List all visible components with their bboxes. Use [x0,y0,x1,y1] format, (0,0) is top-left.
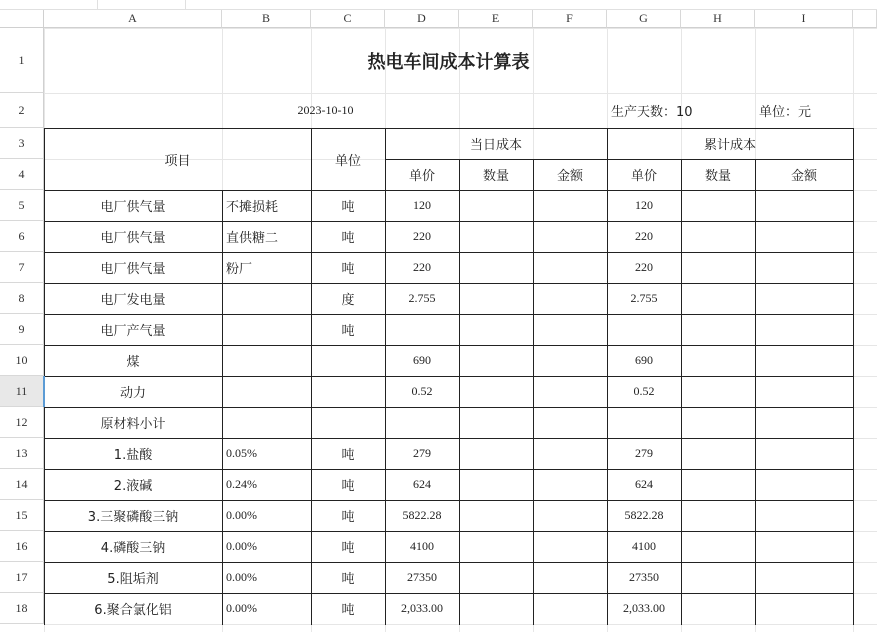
item-name-cell[interactable]: 煤 [126,355,140,370]
daily-price-cell[interactable] [385,314,459,345]
item-name-cell[interactable]: 6.聚合氯化铝 [94,603,172,618]
daily-price-cell[interactable]: 4100 [410,539,434,553]
daily-price-cell[interactable]: 624 [413,477,431,491]
table-border [533,159,534,625]
item-note-cell[interactable]: 直供糖二 [226,231,279,246]
item-name-cell[interactable]: 电厂供气量 [100,231,166,246]
item-unit-cell[interactable]: 度 [341,293,355,308]
cumulative-price-cell[interactable]: 5822.28 [624,508,664,522]
formula-tools[interactable] [98,0,186,10]
item-unit-cell[interactable] [311,376,385,407]
item-note-cell[interactable]: 不摊损耗 [226,200,279,215]
column-header[interactable]: G [607,10,681,28]
table-border [755,159,756,625]
column-header[interactable]: F [533,10,607,28]
cumulative-price-cell[interactable]: 220 [635,229,653,243]
row-header[interactable]: 10 [0,345,44,376]
column-header[interactable]: B [222,10,311,28]
header-price[interactable]: 单价 [408,169,435,184]
item-note-cell[interactable]: 0.00% [226,570,257,584]
header-amount[interactable]: 金额 [556,169,583,184]
row-header[interactable]: 17 [0,562,44,593]
daily-price-cell[interactable]: 27350 [407,570,437,584]
item-unit-cell[interactable] [311,407,385,438]
item-note-cell[interactable]: 0.00% [226,508,257,522]
item-name-cell[interactable]: 5.阻垢剂 [107,572,159,587]
item-name-cell[interactable]: 原材料小计 [100,417,166,432]
selected-cell-indicator [43,376,45,407]
item-note-cell[interactable]: 0.00% [226,601,257,615]
row-header[interactable]: 8 [0,283,44,314]
row-header[interactable]: 7 [0,252,44,283]
sheet-title[interactable]: 热电车间成本计算表 [367,51,530,73]
item-note-cell[interactable] [222,345,311,376]
item-unit-cell[interactable]: 吨 [341,324,355,339]
row-header[interactable]: 14 [0,469,44,500]
cumulative-price-cell[interactable]: 624 [635,477,653,491]
item-unit-cell[interactable]: 吨 [341,572,355,587]
item-name-cell[interactable]: 动力 [119,386,146,401]
item-note-cell[interactable] [222,314,311,345]
column-header-blank[interactable] [853,10,877,28]
item-unit-cell[interactable]: 吨 [341,541,355,556]
item-unit-cell[interactable]: 吨 [341,231,355,246]
column-header[interactable]: I [755,10,853,28]
header-quantity[interactable]: 数量 [482,169,509,184]
cumulative-price-cell[interactable]: 120 [635,198,653,212]
daily-price-cell[interactable]: 5822.28 [402,508,442,522]
row-header[interactable]: 11 [0,376,44,407]
item-name-cell[interactable]: 电厂产气量 [100,324,166,339]
header-price[interactable]: 单价 [630,169,657,184]
header-unit[interactable]: 单位 [334,153,361,169]
toolbar-strip [0,0,877,10]
report-date-cell[interactable]: 2023-10-10 [297,103,354,117]
item-name-cell[interactable]: 电厂供气量 [100,200,166,215]
row-header[interactable]: 15 [0,500,44,531]
cumulative-price-cell[interactable] [607,407,681,438]
header-daily-cost[interactable]: 当日成本 [469,138,522,153]
header-cumulative-cost[interactable]: 累计成本 [703,138,756,153]
column-header[interactable]: H [681,10,755,28]
header-quantity[interactable]: 数量 [704,169,731,184]
cumulative-price-cell[interactable]: 690 [635,353,653,367]
row-header[interactable]: 1 [0,28,44,93]
item-note-cell[interactable] [222,283,311,314]
unit-label-cell[interactable]: 单位：元 [759,105,812,120]
cumulative-price-cell[interactable]: 0.52 [633,384,655,398]
select-all-corner[interactable] [0,10,44,28]
daily-price-cell[interactable]: 279 [413,446,431,460]
header-item[interactable]: 项目 [164,153,191,169]
item-name-cell[interactable]: 电厂供气量 [100,262,166,277]
row-header[interactable]: 3 [0,128,44,159]
row-header[interactable]: 4 [0,159,44,190]
row-header[interactable]: 6 [0,221,44,252]
gridline [44,624,877,625]
item-note-cell[interactable]: 0.00% [226,539,257,553]
cumulative-price-cell[interactable]: 4100 [632,539,656,553]
item-unit-cell[interactable]: 吨 [341,200,355,215]
daily-price-cell[interactable]: 220 [413,260,431,274]
daily-price-cell[interactable]: 220 [413,229,431,243]
cumulative-price-cell[interactable] [607,314,681,345]
row-header[interactable]: 9 [0,314,44,345]
daily-price-cell[interactable]: 0.52 [411,384,433,398]
daily-price-cell[interactable]: 2,033.00 [401,601,443,615]
name-box[interactable] [0,0,98,10]
daily-price-cell[interactable]: 690 [413,353,431,367]
item-note-cell[interactable]: 0.24% [226,477,257,491]
row-header[interactable]: 2 [0,93,44,128]
item-note-cell[interactable] [222,376,311,407]
item-unit-cell[interactable]: 吨 [341,479,355,494]
column-header[interactable]: E [459,10,533,28]
table-border [853,128,854,625]
column-header[interactable]: C [311,10,385,28]
daily-price-cell[interactable]: 120 [413,198,431,212]
daily-price-cell[interactable]: 2.755 [408,291,436,305]
column-header[interactable]: A [44,10,222,28]
item-unit-cell[interactable]: 吨 [341,510,355,525]
row-header[interactable]: 13 [0,438,44,469]
row-header[interactable]: 18 [0,593,44,624]
cumulative-price-cell[interactable]: 2,033.00 [623,601,665,615]
item-note-cell[interactable]: 0.05% [226,446,257,460]
table-border [459,159,460,625]
item-note-cell[interactable]: 粉厂 [226,262,253,277]
cumulative-price-cell[interactable]: 279 [635,446,653,460]
item-name-cell[interactable]: 4.磷酸三钠 [100,541,166,556]
item-name-cell[interactable]: 3.三聚磷酸三钠 [87,510,179,525]
row-header[interactable]: 16 [0,531,44,562]
item-name-cell[interactable]: 电厂发电量 [100,293,166,308]
item-note-cell[interactable] [222,407,311,438]
row-header[interactable]: 5 [0,190,44,221]
cumulative-price-cell[interactable]: 220 [635,260,653,274]
item-unit-cell[interactable]: 吨 [341,262,355,277]
item-unit-cell[interactable]: 吨 [341,603,355,618]
production-days-cell[interactable]: 生产天数：10 [611,105,693,120]
header-amount[interactable]: 金额 [790,169,817,184]
item-unit-cell[interactable] [311,345,385,376]
item-unit-cell[interactable]: 吨 [341,448,355,463]
table-border [681,159,682,625]
item-name-cell[interactable]: 1.盐酸 [113,448,153,463]
item-name-cell[interactable]: 2.液碱 [113,479,153,494]
cumulative-price-cell[interactable]: 27350 [629,570,659,584]
daily-price-cell[interactable] [385,407,459,438]
formula-bar[interactable] [186,0,877,10]
row-header[interactable]: 12 [0,407,44,438]
column-header[interactable]: D [385,10,459,28]
cumulative-price-cell[interactable]: 2.755 [630,291,658,305]
